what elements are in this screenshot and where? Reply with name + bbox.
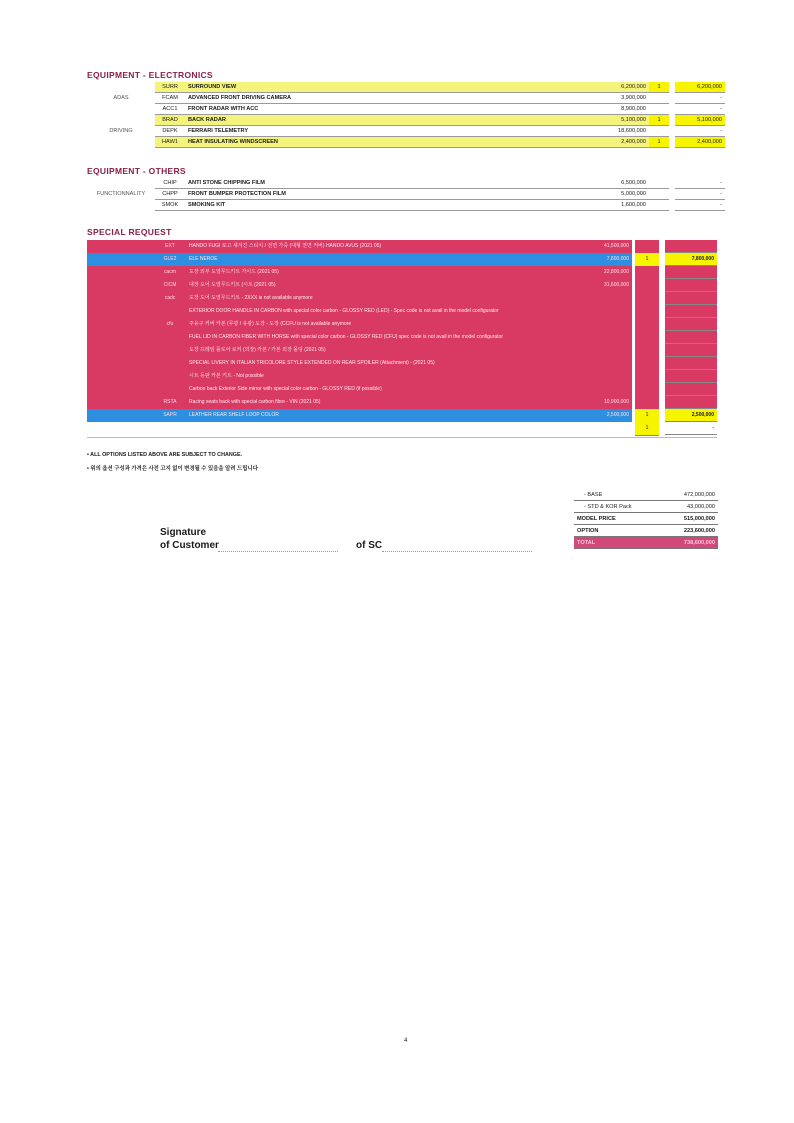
special-request-row <box>87 240 717 253</box>
note-english: • ALL OPTIONS LISTED ABOVE ARE SUBJECT TO CHANGE. <box>87 452 243 458</box>
special-request-quantity <box>635 331 659 345</box>
option-quantity <box>649 178 669 189</box>
summary-row <box>574 501 718 513</box>
special-request-description: 내장 도어 도열무드키트 (시트 (2021 05) <box>189 282 276 288</box>
special-request-bottom-rule <box>87 437 717 438</box>
summary-label: - STD & KOR Pack <box>574 501 663 513</box>
special-request-code: GLE2 <box>163 256 177 262</box>
option-group-label <box>87 104 155 115</box>
special-request-row <box>87 357 717 370</box>
special-request-price: 7,800,000 <box>606 256 629 262</box>
special-request-code <box>155 331 185 344</box>
special-request-price <box>582 344 629 357</box>
special-request-price: 41,500,000 <box>603 243 629 249</box>
special-request-description: ELE NEROE <box>189 256 218 262</box>
option-group-label <box>87 200 155 211</box>
option-description: SMOKING KIT <box>185 200 599 211</box>
option-row <box>87 178 725 189</box>
special-request-total: - <box>665 422 717 435</box>
special-request-code <box>155 422 185 435</box>
customer-signature-line <box>218 551 338 552</box>
special-request-total <box>665 292 717 305</box>
option-price: 5,000,000 <box>599 189 649 200</box>
special-request-description: LEATHER REAR SHELF LOOP COLOR <box>189 412 279 418</box>
special-request-price <box>582 357 629 370</box>
special-request-code: RSTA <box>163 399 177 405</box>
special-request-quantity <box>635 357 659 371</box>
option-description: ANTI STONE CHIPPING FILM <box>185 178 599 189</box>
option-total: - <box>675 126 725 137</box>
option-description: FERRARI TELEMETRY <box>185 126 599 137</box>
special-request-total <box>665 383 717 396</box>
price-summary-table <box>574 489 718 549</box>
option-total: - <box>675 104 725 115</box>
special-request-row <box>87 266 717 279</box>
option-code: ACC1 <box>155 104 185 115</box>
special-request-total <box>665 318 717 331</box>
option-price: 8,900,000 <box>599 104 649 115</box>
option-code: DEPK <box>155 126 185 137</box>
option-price: 5,100,000 <box>599 115 649 126</box>
special-request-price: 2,500,000 <box>606 412 629 418</box>
option-quantity <box>649 104 669 115</box>
option-total: 5,100,000 <box>675 115 725 126</box>
special-request-quantity <box>635 240 659 254</box>
option-code: HAW1 <box>155 137 185 148</box>
special-request-price <box>582 422 629 435</box>
summary-label: MODEL PRICE <box>574 513 663 525</box>
special-request-total <box>665 279 717 292</box>
special-request-price: 31,600,000 <box>603 282 629 288</box>
special-request-price <box>582 305 629 318</box>
special-request-quantity: 1 <box>635 253 659 267</box>
option-row <box>87 115 725 126</box>
summary-value: 515,000,000 <box>663 513 718 525</box>
option-quantity <box>649 189 669 200</box>
option-row <box>87 200 725 211</box>
option-quantity <box>649 93 669 104</box>
summary-row <box>574 513 718 525</box>
special-request-code <box>155 344 185 357</box>
option-quantity: 1 <box>649 115 669 126</box>
special-request-row <box>87 409 717 422</box>
special-request-code <box>155 357 185 370</box>
special-request-description <box>189 422 579 435</box>
option-row <box>87 137 725 148</box>
option-row <box>87 104 725 115</box>
option-total: 2,400,000 <box>675 137 725 148</box>
special-request-row <box>87 331 717 344</box>
option-total: - <box>675 178 725 189</box>
special-request-row <box>87 344 717 357</box>
special-request-row <box>87 396 717 409</box>
special-request-price <box>582 331 629 344</box>
special-request-total <box>665 396 717 409</box>
special-request-code: cfu <box>166 321 174 327</box>
special-request-total <box>665 344 717 357</box>
special-request-total: 2,500,000 <box>665 409 717 422</box>
special-request-description: 시트 등판 카본 키트 - Not possible <box>189 373 264 379</box>
option-code: CHIP <box>155 178 185 189</box>
special-request-row <box>87 292 717 305</box>
electronics-table <box>87 82 725 148</box>
option-row <box>87 126 725 137</box>
special-request-description: SPECIAL LIVERY IN ITALIAN TRICOLORE STYLE EXTENDED ON REAR SPOILER (Attachment) - (2021 05) <box>189 360 435 366</box>
option-quantity: 1 <box>649 137 669 148</box>
option-price: 1,600,000 <box>599 200 649 211</box>
special-request-price <box>582 370 629 383</box>
option-description: BACK RADAR <box>185 115 599 126</box>
special-request-price <box>582 318 629 331</box>
special-request-row <box>87 318 717 331</box>
summary-label: OPTION <box>574 525 663 537</box>
option-quantity: 1 <box>649 82 669 93</box>
option-price: 18,600,000 <box>599 126 649 137</box>
special-request-code <box>155 383 185 396</box>
option-price: 3,900,000 <box>599 93 649 104</box>
option-quantity <box>649 126 669 137</box>
section-title-electronics: EQUIPMENT - ELECTRONICS <box>87 70 213 80</box>
signature-sc-label: of SC <box>356 540 383 551</box>
special-request-total <box>665 266 717 279</box>
summary-value: 223,600,000 <box>663 525 718 537</box>
summary-label: TOTAL <box>574 537 663 549</box>
special-request-quantity <box>635 396 659 410</box>
special-request-code: cacm <box>164 269 176 275</box>
others-table <box>87 178 725 211</box>
option-description: ADVANCED FRONT DRIVING CAMERA <box>185 93 599 104</box>
special-request-quantity <box>635 279 659 293</box>
special-request-description: HANDO FUGI 로고 새겨진 스티치 / 전면 가죽 (대형 전면 커버) HANDO AVUS (2021 05) <box>189 243 382 249</box>
special-request-quantity <box>635 292 659 306</box>
sc-signature-line <box>382 551 532 552</box>
special-request-description: 주유구 커버 카본 (무광 / 유광) 도장 - 도장 (CCFU is not available anymore <box>189 321 352 327</box>
special-request-description: 도장 프레임 플로어 로커 (외장) 카본 / 카본 외장 몰딩 (2021 05) <box>189 347 326 353</box>
note-korean: • 위의 옵션 구성과 가격은 사전 고지 없이 변경될 수 있음을 알려 드립니다 <box>87 466 258 472</box>
special-request-quantity <box>635 305 659 319</box>
special-request-description: Racing seats back with special carbon fibre - VIN (2021 05) <box>189 399 321 405</box>
option-group-label <box>87 82 155 93</box>
page-number: 4 <box>404 1038 408 1044</box>
special-request-code: SAPR <box>163 412 177 418</box>
special-request-row <box>87 383 717 396</box>
special-request-quantity <box>635 266 659 280</box>
option-code: FCAM <box>155 93 185 104</box>
section-title-special: SPECIAL REQUEST <box>87 227 172 237</box>
special-request-description: FUEL LID IN CARBON FIBER WITH HORSE with special color carbon - GLOSSY RED (CFU) spec code is not avail in the model configurator <box>189 334 503 340</box>
option-description: HEAT INSULATING WINDSCREEN <box>185 137 599 148</box>
option-group-label <box>87 178 155 189</box>
special-request-total <box>665 370 717 383</box>
special-request-price <box>582 383 629 396</box>
special-request-code: CICM <box>163 282 177 288</box>
option-total: - <box>675 200 725 211</box>
special-request-quantity <box>635 383 659 397</box>
special-request-price <box>582 292 629 305</box>
special-request-quantity <box>635 370 659 384</box>
option-code: SMOK <box>155 200 185 211</box>
special-request-row <box>87 370 717 383</box>
special-request-total <box>665 331 717 344</box>
option-description: FRONT BUMPER PROTECTION FILM <box>185 189 599 200</box>
special-request-description: 도장 도어 도열무드키트 - 2XXX is not available anymore <box>189 295 313 301</box>
special-request-code: EXT <box>165 243 175 249</box>
summary-value: 472,000,000 <box>663 489 718 501</box>
special-request-quantity <box>635 344 659 358</box>
option-quantity <box>649 200 669 211</box>
special-request-row <box>87 422 717 435</box>
option-row <box>87 93 725 104</box>
special-request-description: EXTERIOR DOOR HANDLE IN CARBON with special color carbon - GLOSSY RED (LED) - Spec code is not avail in the model configurator <box>189 308 499 314</box>
special-request-row <box>87 305 717 318</box>
special-request-description: Carbon back Exterior Side mirror with special color carbon - GLOSSY RED (if possible) <box>189 386 382 392</box>
option-group-label <box>87 115 155 126</box>
option-price: 6,500,000 <box>599 178 649 189</box>
summary-row <box>574 489 718 501</box>
special-request-row <box>87 253 717 266</box>
summary-row <box>574 525 718 537</box>
option-total: - <box>675 93 725 104</box>
special-request-price: 22,800,000 <box>603 269 629 275</box>
option-group-label <box>87 137 155 148</box>
special-request-total: 7,800,000 <box>665 253 717 266</box>
special-request-price: 10,900,000 <box>603 399 629 405</box>
option-row <box>87 189 725 200</box>
option-code: CHPP <box>155 189 185 200</box>
option-code: SURR <box>155 82 185 93</box>
special-request-code <box>155 305 185 318</box>
summary-row <box>574 537 718 549</box>
option-group-label: DRIVING <box>87 126 155 137</box>
option-total: 6,200,000 <box>675 82 725 93</box>
option-description: FRONT RADAR WITH ACC <box>185 104 599 115</box>
special-request-quantity: 1 <box>635 422 659 436</box>
option-group-label: FUNCTIONNALITY <box>87 189 155 200</box>
option-price: 2,400,000 <box>599 137 649 148</box>
special-request-quantity <box>635 318 659 332</box>
special-request-row <box>87 279 717 292</box>
option-group-label: ADAS <box>87 93 155 104</box>
summary-value: 43,000,000 <box>663 501 718 513</box>
option-price: 6,200,000 <box>599 82 649 93</box>
option-description: SURROUND VIEW <box>185 82 599 93</box>
option-total: - <box>675 189 725 200</box>
signature-customer-label: of Customer <box>160 540 219 551</box>
special-request-quantity: 1 <box>635 409 659 423</box>
option-row <box>87 82 725 93</box>
special-request-total <box>665 240 717 253</box>
section-title-others: EQUIPMENT - OTHERS <box>87 166 186 176</box>
special-request-code <box>155 370 185 383</box>
signature-label: Signature <box>160 527 207 538</box>
special-request-total <box>665 305 717 318</box>
special-request-description: 도장 외부 도열무드키트 가이드 (2021 05) <box>189 269 279 275</box>
special-request-code: cadc <box>164 295 176 301</box>
special-request-total <box>665 357 717 370</box>
summary-label: - BASE <box>574 489 663 501</box>
summary-value: 738,600,000 <box>663 537 718 549</box>
option-code: BRAD <box>155 115 185 126</box>
